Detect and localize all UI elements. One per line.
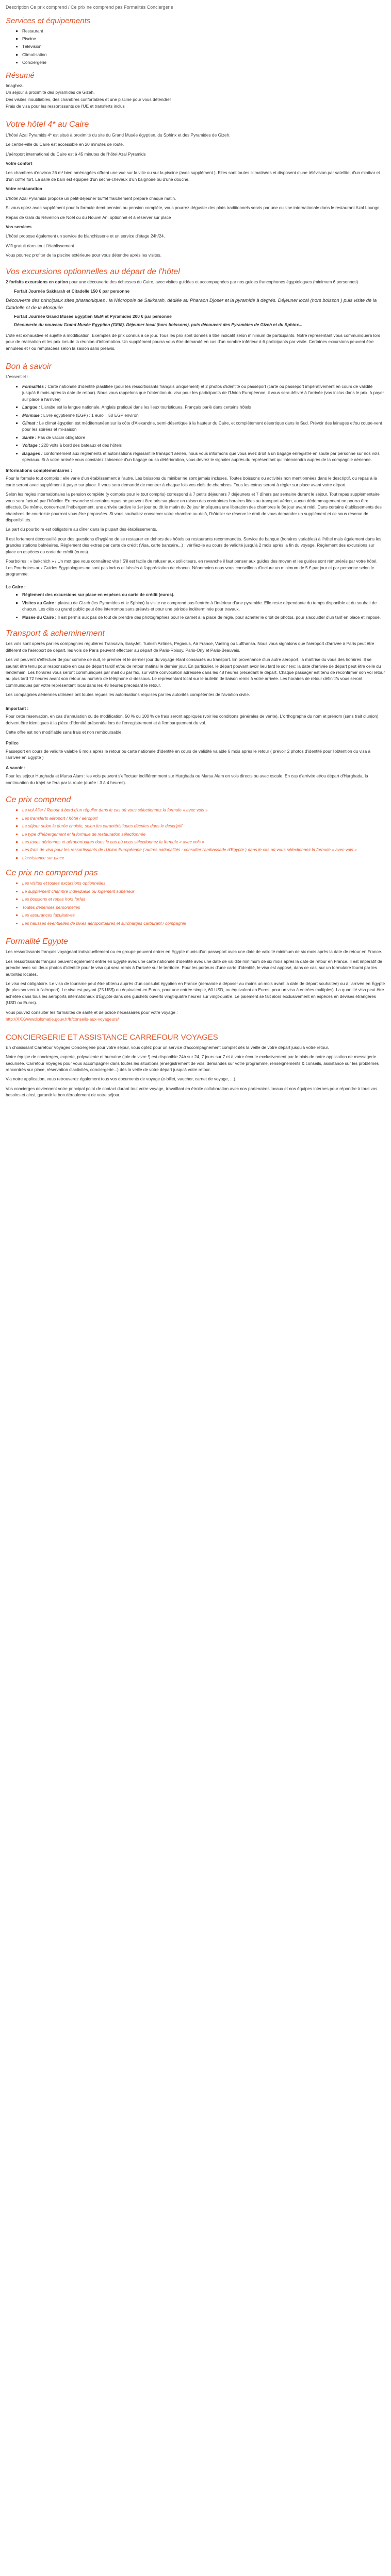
item-label: Musée du Caire : — [22, 614, 57, 620]
item-text: conformément aux règlements et autorisations régissant le transport aérien, nous vous informons que vous avez droit à un bagage enregistré en soute par personne sur nos vols spéciaux. Si à votre arrivée vous constatez l'absence d'un bagage ou sa détérioration, vous devrez le signaler auprès du représentant qui interviendra auprès de la compagnie aérienne. — [22, 450, 380, 463]
police-title: Police — [6, 740, 19, 745]
prix-comprend-heading: Ce prix comprend — [6, 795, 71, 805]
conciergerie-heading: CONCIERGERIE ET ASSISTANCE CARREFOUR VOYAGES — [6, 1032, 218, 1042]
formalite-paragraph: Vous pouvez consulter les formalités de santé et de police nécessaires pour votre voyage : — [6, 1009, 178, 1015]
resume-paragraph: Frais de visa pour les ressortissants de l'UE et transferts inclus — [6, 104, 125, 109]
excursions-intro-bold: 2 forfaits excursions en option — [6, 279, 68, 284]
important-title: Important : — [6, 705, 29, 711]
item-text: Carte nationale d'identité plastifiée (pour les ressortissants français uniquement) et 2 photos d'identité ou passeport (carte ou passeport impérativement en cours de validité jusqu'à 6 mois après la date de retour). Nous vous rappelons que l'obtention du visa pour les participants de l'Union Européenne, il vous sera délivré à l'arrivée (vos inclus dans le prix, à payer sur place à l'arrivée) — [22, 383, 384, 402]
hotel-paragraph: L'hôtel propose également un service de blanchisserie et un service d'étage 24h/24. — [6, 233, 165, 239]
bon-a-savoir-heading: Bon à savoir — [6, 362, 52, 371]
hotel-paragraph: Wifi gratuit dans tout l'établissement — [6, 243, 74, 248]
essentiel-label: L'essentiel : — [6, 374, 28, 380]
tour-title: Forfait Journée Grand Musée Egyptien GEM et Pyramides 200 € par personne — [14, 314, 172, 319]
tour-description: Découverte des principaux sites pharaoniques : la Nécropole de Sakkarah, dédiée au Pharaon Djoser et la pyramide à degrés. Déjeuner local (hors boisson ) puis visite de la Citadelle et de la Mosquée — [6, 297, 377, 310]
prix-comprend-item: ▪ Le type d'hébergement et la formule de restauration sélectionnée — [22, 831, 385, 837]
hotel-paragraph: Le centre-ville du Caire est accessible en 20 minutes de route. — [6, 142, 124, 147]
prix-ne-comprend-item: ▪ Toutes dépenses personnelles — [22, 904, 385, 910]
caire-title: Le Caire : — [6, 584, 26, 589]
essentiel-item — [22, 434, 385, 440]
essentiel-item — [22, 442, 385, 448]
essentiel-item — [22, 420, 385, 433]
item-label: Visites au Caire : — [22, 600, 57, 605]
info-paragraph: Selon les règles internationales la pension complète (y compris pour le tout compris) correspond à 7 petits déjeuners 7 déjeuners et 7 dîners par semaine durant le séjour. Tout repas supplémentaire vous sera facturé par l'hôtelier. En revanche si certains repas ne peuvent être pris sur place en raison des contraintes horaires liées au transport aérien, aucun dédommagement ne pourra être effectué. De même, concernant l'hébergement, une arrivée tardive le 1er jour ou tôt le matin du 2e jour impliquera une libération des chambres le 8e jour avant midi. Dans certains établissements des chambres de courtoisie pourront vous être proposées. Si vous souhaitez conserver votre chambre au-delà, l'hôtelier se réserve le droit de vous demander un supplément et ce sous réserve de disponibilités. — [6, 492, 382, 523]
item-label: Monnaie : — [22, 412, 42, 418]
essentiel-item — [22, 412, 385, 418]
breadcrumb[interactable]: Description Ce prix comprend / Ce prix ne comprend pas Formalités Conciergerie — [6, 5, 173, 10]
item-label: Langue : — [22, 404, 40, 410]
conciergerie-paragraph: Notre équipe de concierges, experte, polyvalente et humaine (joie de vivre !) est disponible 24h sur 24, 7 jours sur 7 et à votre écoute exclusivement par le biais de notre application de messagerie sécurisée. Carrefour Voyages pour vous accompagner dans toutes les situations (enregistrement de vols, demandes sur votre programme, renseignements & conseils, assistance sur les problèmes rencontrés sur place, réservation d'activités, conciergerie...) dès la veille de votre départ jusqu'à votre retour. — [6, 1054, 379, 1072]
conciergerie-paragraph: Via notre application, vous retrouverez également tous vos documents de voyage (e-billet, vaucher, carnet de voyage, ...). — [6, 1076, 237, 1082]
caire-item — [22, 614, 385, 620]
service-item: ▪ Piscine — [22, 36, 385, 42]
services-heading: Services et équipements — [6, 16, 91, 25]
hotel-subheading: Vos services — [6, 224, 32, 229]
formalite-paragraph: Les ressortissants français peuvent également entrer en Egypte avec une carte nationale d'identité avec une date de validité minimum de six mois après la date de retour en France. Il est impératif de prendre avec soi deux photos d'identité pour le visa qui sera remis à l'arrivée sur le territoire. Pour les porteurs d'une carte d'identité, le visa est apposé, dans ce cas, sur un formulaire fourni par les autorités locales. — [6, 958, 382, 977]
caire-list — [6, 591, 385, 620]
formalite-paragraph: Les ressortissants français voyageant individuellement ou en groupe peuvent entrer en Egypte munis d'un passeport avec une date de validité minimum de six mois après la date de retour en France. — [6, 949, 382, 955]
police-paragraph: Passeport en cours de validité valable 6 mois après le retour ou carte nationale d'identité en cours de validité valable 6 mois après le retour ( prévoir 2 photos d'identité pour l'obtention du visa à l'arrivée en Egypte ) — [6, 748, 371, 760]
prix-ne-comprend-item: ▪ Les hausses éventuelles de taxes aéroportuaires et surcharges carburant / compagnie — [22, 920, 385, 926]
prix-ne-comprend-item: ▪ Les boissons et repas hors forfait — [22, 896, 385, 902]
item-text: plateau de Gizeh (les Pyramides et le Sphinx) la visite ne comprend pas l'entrée à l'intérieur d'une pyramide. Elle reste dépendante du temps disponible et du souhait de chacun. Les clés ou grand public peut être interrompu sans préavis et pour une période indéterminée pour travaux. — [22, 600, 377, 612]
caire-item — [22, 591, 385, 598]
item-label: Bagages : — [22, 450, 43, 456]
hotel-subheading: Votre restauration — [6, 186, 42, 192]
prix-comprend-item: ▪ Les taxes aériennes et aéroportuaires dans le cas où vous sélectionnez la formule « avec vols » — [22, 839, 385, 845]
formalite-heading: Formalité Egypte — [6, 937, 68, 946]
hotel-paragraph: L'hôtel Azal Pyramids 4* est situé à proximité du site du Grand Musée égyptien, du Sphinx et des Pyramides de Gizeh. — [6, 132, 231, 138]
prix-ne-comprend-item: ▪ Le supplément chambre individuelle ou logement supérieur — [22, 888, 385, 894]
prix-ne-comprend-heading: Ce prix ne comprend pas — [6, 869, 98, 878]
item-label: Règlement des excursions sur place en espèces ou carte de crédit (euros). — [22, 592, 175, 598]
service-item: ▪ Conciergerie — [22, 59, 385, 65]
essentiel-item — [22, 450, 385, 463]
info-paragraph: La part du pourboire est obligatoire au dîner dans la plupart des établissements. — [6, 527, 157, 532]
prix-ne-comprend-item: ▪ Les assurances facultatives — [22, 912, 385, 918]
item-text: L'arabe est la langue nationale. Anglais pratiqué dans les lieux touristiques. Français parlé dans certains hôtels — [41, 404, 251, 410]
services-list — [6, 28, 385, 66]
important-paragraph: Cette offre est non modifiable sans frais et non remboursable. — [6, 730, 123, 735]
item-label: Santé : — [22, 434, 37, 440]
page-content — [0, 0, 391, 1098]
excursions-intro — [6, 279, 385, 285]
item-label: Formalités : — [22, 383, 47, 389]
essentiel-item — [22, 383, 385, 402]
hotel-paragraph: Si vous optez avec supplément pour la formule demi-pension ou pension complète, vous pourrez déguster des plats traditionnels servis par une cuisine internationale dans le restaurant Azal Lounge. — [6, 205, 381, 211]
prix-ne-comprend-item: ▪ Les visites et toutes excursions optionnelles — [22, 880, 385, 886]
info-paragraph: Il est fortement déconseillé pour des questions d'hygiène de se restaurer en dehors des hôtels ou restaurants recommandés. Service de banque (horaires variables) à l'hôtel mais également dans les grandes stations balnéaires. Règlement des extras par carte de crédit (Visa, carte bancaire...) : vérifiez-le au cours de validité jusqu'à 2 mois après la fin du voyage. Règlement des excursions sur place en espèces ou carte de crédit (euros). — [6, 536, 382, 554]
prix-comprend-item: ▪ Les transferts aéroport / hôtel / aéroport — [22, 815, 385, 821]
info-title: Informations complémentaires : — [6, 467, 72, 473]
item-text: Livre égyptienne (EGP) : 1 euro = 50 EGP environ — [43, 412, 139, 418]
prix-comprend-list — [6, 807, 385, 861]
item-text: Le climat égyptien est méditerranéen sur la côte d'Alexandrie, semi-désertique à la hauteur du Caire, et complètement désertique dans le Sud. Prévoir des lainages et/ou coupe-vent pour les soirées et mi-saison — [22, 420, 382, 432]
item-text: Il est permis aux pas de tout de prendre des photographies pour le carnet à la place de réglé, pour acheter le droit de photos, pour s'acquitter d'un tarif en place et imposé. — [57, 614, 381, 620]
excursions-note: L'ote est exhaustive et sujette à modification. Exemples de prix connus à ce jour. Tous les prix sont donnés à titre indicatif selon minimum de participants. Notre représentant vous communiquera lors pour de réalisation et les prix lors de la réunion d'information. Un supplément pourra vous être demandé en cas d'un nombre inférieur à 6 participants par visite. Certaines excursions peuvent être annulées et / ou remplacées selon la saison sans préavis. — [6, 332, 380, 351]
resume-paragraph: Imaghez... — [6, 82, 26, 88]
savoir-paragraph: Pour les séjour Hurghada et Marsa Alam : les vols peuvent s'effectuer indifféremment sur Hurghada ou Marsa Alam en vols directs ou avec escale. En cas d'arrivée et/ou départ d'Hurghada, la continuation du trajet se fera par la route (durée : 3 à 4 heures). — [6, 773, 368, 785]
essentiel-item — [22, 404, 385, 410]
excursions-heading: Vos excursions optionnelles au départ de l'hôtel — [6, 267, 180, 276]
hotel-paragraph: Repas de Gala du Réveillon de Noël ou du Nouvel An: optionnel et à réserver sur place — [6, 214, 171, 220]
prix-comprend-item: ▪ L'assistance sur place — [22, 855, 385, 861]
hotel-paragraph: L'aéroport international du Caire est à 45 minutes de l'hôtel Azal Pyramids — [6, 151, 146, 157]
resume-paragraph: Un séjour à proximité des pyramides de Gizeh. — [6, 90, 95, 95]
hotel-paragraph: Les chambres d'environ 26 m² bien aménagées offrent une vue sur la ville ou sur la piscine (avec supplément ). Elles sont toutes climatisées et disposent d'une télévision par satellite, d'un minibar et d'un coffre fort. La salle de bain est équipée d'un sèche-cheveux d'un baignoire ou d'une douche. — [6, 170, 380, 182]
service-item: ▪ Climatisation — [22, 52, 385, 58]
hotel-paragraph: Vous pourrez profiter de la piscine extérieure pour vous détendre après les visites. — [6, 252, 162, 258]
item-label: Voltage : — [22, 443, 40, 448]
excursions-intro-rest: pour une découverte des richesses du Caire, avec visites guidées et accompagnées par nos guides francophones égyptologues (minimum 6 personnes) — [68, 279, 359, 284]
important-paragraph: Pour cette réservation, en cas d'annulation ou de modification, 50 % ou 100 % de frais seront appliqués (voir les conditions générales de vente). L'orthographe du nom et prénom (sans trait d'union) doivent être identiques à la pièce d'identité présentée lors de l'enregistrement et à l'embarquement du vol. — [6, 714, 379, 725]
info-paragraph: Pourboires : « bakchich » / Un mot que vous connaîtrez vite ! S'il est facile de refuser aux solliciteurs, en revanche il faut penser aux guides des moyen et les guides sont rémunérés par votre hôtel. Les Pourboires aux Guides Égyptologues ne sont pas inclus et laissés à l'appréciation de chacun. Néanmoins nous vous conseillons d'inclure un minimum de 5 € par jour et par personne selon le programme. — [6, 558, 378, 577]
item-label: Climat : — [22, 420, 38, 426]
transport-heading: Transport & acheminement — [6, 629, 105, 638]
hotel-heading: Votre hôtel 4* au Caire — [6, 120, 89, 129]
prix-comprend-item: ▪ Le vol Aller / Retour à bord d'un régulier dans le cas où vous sélectionnez la formule « avec vols » — [22, 807, 385, 813]
service-item: ▪ Télévision — [22, 43, 385, 49]
item-text: Pas de vaccin obligatoire — [37, 434, 86, 440]
prix-comprend-item: ▪ Les frais de visa pour les ressortissants de l'Union Européenne ( autres nationalités : consulter l'ambassade d'Egypte ) dans le cas où vous sélectionnez la formule « avec vols » — [22, 846, 385, 853]
transport-paragraph: Les vol peuvent s'effectuer de jour comme de nuit, le premier et le dernier jour du voyage étant consacrés au transport. En provenance d'un autre aéroport, la maîtrise du vous des horaires. Il se saurait être tenu pour responsable en cas de départ tardif et/ou de retour matinal le dernier jour. En particulier, le départ pouvant avoir lieu tard le soir (ex: la date d'arrivée de départ peut être celle du lendemain. Les horaires vous seront communiqués par mail ou par fax, sur votre convocation adressée dans les 48 heures précédant le départ. Chaque passager est tenu de reconfirmer son vol retour au plus tard 72 heures avant son retour au numéro de téléphone ci-dessous. Le représentant local sur le bulletin de liaison remis à votre arrivée. Les horaires de retour définitifs vous seront communiqués par votre représentant local dans les 48 heures précédant le retour. — [6, 657, 385, 688]
tour-description: Découverte du nouveau Grand Musée Egyptien (GEM). Déjeuner local (hors boissons), puis découvert des Pyramides de Gizeh et du Sphinx... — [14, 322, 303, 328]
resume-heading: Résumé — [6, 71, 35, 80]
transport-paragraph: Les compagnies aériennes utilisées ont toutes reçues les autorisations requises par les autorités compétentes de l'aviation civile. — [6, 692, 250, 698]
formalite-link[interactable]: http://XXXwwwdiplomatie.gouv.fr/fr/conseils-aux-voyageurs/ — [6, 1016, 119, 1022]
info-paragraph: Pour la formule tout compris : elle varie d'un établissement à l'autre. Les boissons du minibar ne sont jamais incluses. Toutes boissons ou activités non mentionnées dans le descriptif, ou repas à la carte seront avec supplément à payer sur place. Il vous sera demandé de montrer à chaque fois vos clefs de chambres. Tous les extras seront à régler sur place avant votre départ. — [6, 476, 377, 487]
hotel-subheading: Votre confort — [6, 160, 32, 166]
essentiel-list — [6, 383, 385, 463]
service-item: ▪ Restaurant — [22, 28, 385, 34]
conciergerie-paragraph: En choisissant Carrefour Voyages Conciergerie pour votre séjour, vous optez pour un service d'accompagnement complet dès la veille de votre départ jusqu'à votre retour. — [6, 1044, 329, 1050]
formalite-paragraph: Le visa est obligatoire. Le visa de tourisme peut être obtenu auprès d'un consulat égyptien en France (demande à déposer au moins un mois avant la date de départ souhaitée) ou à l'arrivée en Égypte (le plus souvent à l'aéroport). Le visa est payant (25 US$) ou équivalent en Euros, pour une entrée simple, 60 USD, ou équivalent en Euros, pour un visa à entrées multiples). La quantité visa peut être achetée dans tous les aéroports internationaux d'Égypte dans des guichets ouverts vingt-quatre heures sur vingt-quatre. Le paiement se fait alors exclusivement en espèces en devises étrangères (USD ou Euros). — [6, 981, 385, 1006]
conciergerie-paragraph: Vos concierges deviennent votre principal point de contact durant tout votre voyage, travaillant en étroite collaboration avec nos partenaires locaux et nos équipes internes pour répondre à tous vos besoins et ainsi, garantir le bon déroulement de votre séjour. — [6, 1086, 378, 1098]
transport-paragraph: Les vols sont opérés par les compagnies régulières Transavia, EasyJet, Turkish Airlines, Pegasus, Air France, Vueling ou Lufthansa. Nous vous signalons que l'aéroport d'arrivée à Paris peut être différent de l'aéroport de départ, les vols de Paris peuvent effectuer au départ de Paris-Roissy, Paris-Orly et Paris-Beauvais. — [6, 641, 374, 653]
item-text: 220 volts à bord des bateaux et des hôtels — [41, 443, 122, 448]
caire-item — [22, 600, 385, 613]
savoir-title: A savoir : — [6, 765, 26, 771]
resume-paragraph: Des visites inoubliables, des chambres confortables et une piscine pour vous détendre! — [6, 96, 171, 102]
prix-ne-comprend-list — [6, 880, 385, 926]
hotel-paragraph: L'hôtel Azal Pyramids propose un petit-déjeuner buffet fraîchement préparé chaque matin. — [6, 195, 176, 201]
prix-comprend-item: ▪ Le séjour selon la durée choisie, selon les caractéristiques décrites dans le descriptif — [22, 823, 385, 829]
tour-title: Forfait Journée Sakkarah et Citadelle 150 € par personne — [14, 289, 130, 294]
